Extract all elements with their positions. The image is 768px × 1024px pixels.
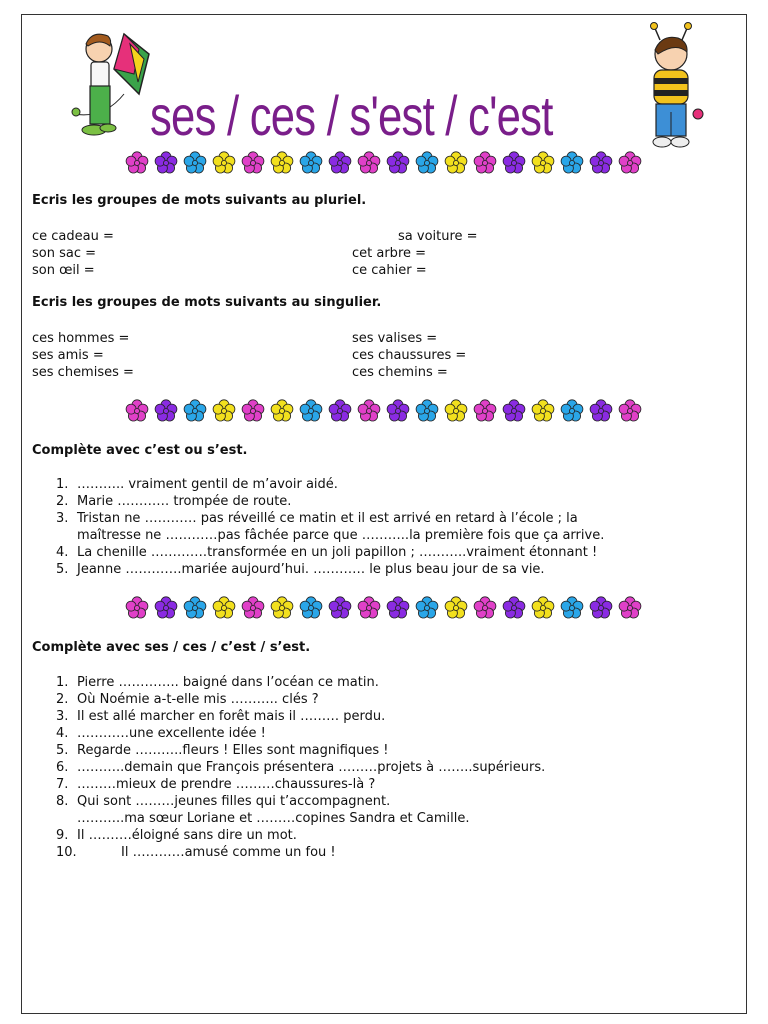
- flower-icon: [358, 400, 380, 421]
- exercise-sentence: ………..demain que François présentera ………projets à ……..supérieurs.: [77, 760, 546, 775]
- flower-icon: [300, 152, 322, 173]
- flower-icon: [242, 400, 264, 421]
- exercise-line: ses chemises =: [32, 365, 134, 380]
- exercise-line: ces chemins =: [352, 365, 448, 380]
- exercise-sentence: ………mieux de prendre ………chaussures-là ?: [77, 777, 376, 792]
- flower-icon: [329, 597, 351, 618]
- flower-icon: [474, 152, 496, 173]
- exercise-sentence: ………..ma sœur Loriane et ………copines Sandra et Camille.: [77, 811, 470, 826]
- section-heading-cest-sest: Complète avec c’est ou s’est.: [32, 443, 248, 458]
- item-number: 2.: [56, 494, 69, 509]
- flower-icon: [532, 400, 554, 421]
- flower-icon: [503, 597, 525, 618]
- flower-icon: [561, 597, 583, 618]
- exercise-sentence: maîtresse ne …………pas fâchée parce que ………..la première fois que ça arrive.: [77, 528, 605, 543]
- flower-icon: [445, 152, 467, 173]
- flower-icon: [619, 597, 641, 618]
- item-number: 5.: [56, 562, 69, 577]
- exercise-sentence: Tristan ne ………… pas réveillé ce matin et il est arrivé en retard à l’école ; la: [77, 511, 578, 526]
- boy-bee-costume-illustration: [632, 22, 712, 150]
- item-number: 9.: [56, 828, 69, 843]
- exercise-sentence: …………une excellente idée !: [77, 726, 266, 741]
- item-number: 8.: [56, 794, 69, 809]
- item-number: 7.: [56, 777, 69, 792]
- exercise-line: ce cadeau =: [32, 229, 114, 244]
- flower-icon: [242, 152, 264, 173]
- exercise-line: cet arbre =: [352, 246, 427, 261]
- flower-icon: [213, 400, 235, 421]
- flower-icon: [155, 152, 177, 173]
- item-number: 2.: [56, 692, 69, 707]
- exercise-sentence: Où Noémie a-t-elle mis ……….. clés ?: [77, 692, 319, 707]
- item-number: 3.: [56, 709, 69, 724]
- flower-icon: [126, 597, 148, 618]
- exercise-line: son sac =: [32, 246, 97, 261]
- boy-with-kite-illustration: [64, 24, 164, 144]
- flower-icon: [590, 597, 612, 618]
- flower-icon: [126, 400, 148, 421]
- exercise-sentence: Jeanne ………….mariée aujourd’hui. ………… le plus beau jour de sa vie.: [77, 562, 545, 577]
- flower-icon: [271, 597, 293, 618]
- exercise-line: sa voiture =: [398, 229, 478, 244]
- section-heading-singular: Ecris les groupes de mots suivants au singulier.: [32, 295, 382, 310]
- exercise-sentence: Marie ………… trompée de route.: [77, 494, 292, 509]
- flower-icon: [242, 597, 264, 618]
- flower-icon: [387, 152, 409, 173]
- flower-icon: [329, 400, 351, 421]
- exercise-line: ses amis =: [32, 348, 104, 363]
- flower-icon: [590, 400, 612, 421]
- flower-icon: [416, 597, 438, 618]
- flower-border-lower: [124, 595, 646, 621]
- flower-icon: [445, 597, 467, 618]
- item-number: 4.: [56, 726, 69, 741]
- flower-icon: [213, 597, 235, 618]
- flower-border-top: [124, 150, 646, 176]
- exercise-line: ce cahier =: [352, 263, 427, 278]
- exercise-line: ces hommes =: [32, 331, 130, 346]
- flower-icon: [416, 400, 438, 421]
- flower-icon: [532, 152, 554, 173]
- flower-icon: [300, 597, 322, 618]
- section-heading-ses-ces-cest-sest: Complète avec ses / ces / c’est / s’est.: [32, 640, 311, 655]
- flower-icon: [184, 152, 206, 173]
- item-number: 5.: [56, 743, 69, 758]
- flower-icon: [184, 597, 206, 618]
- flower-icon: [474, 597, 496, 618]
- section-heading-plural: Ecris les groupes de mots suivants au pluriel.: [32, 193, 367, 208]
- flower-icon: [271, 152, 293, 173]
- flower-icon: [126, 152, 148, 173]
- exercise-sentence: La chenille ………….transformée en un joli papillon ; ………..vraiment étonnant !: [77, 545, 598, 560]
- exercise-sentence: Il …………amusé comme un fou !: [121, 845, 336, 860]
- flower-icon: [503, 152, 525, 173]
- flower-icon: [329, 152, 351, 173]
- item-number: 10.: [56, 845, 77, 860]
- flower-icon: [561, 400, 583, 421]
- item-number: 3.: [56, 511, 69, 526]
- exercise-sentence: Qui sont ………jeunes filles qui t’accompagnent.: [77, 794, 391, 809]
- exercise-sentence: Il est allé marcher en forêt mais il ……… perdu.: [77, 709, 386, 724]
- exercise-line: ces chaussures =: [352, 348, 467, 363]
- flower-icon: [532, 597, 554, 618]
- flower-icon: [503, 400, 525, 421]
- flower-icon: [445, 400, 467, 421]
- exercise-line: ses valises =: [352, 331, 438, 346]
- item-number: 4.: [56, 545, 69, 560]
- flower-icon: [590, 152, 612, 173]
- flower-icon: [358, 597, 380, 618]
- flower-icon: [184, 400, 206, 421]
- flower-icon: [358, 152, 380, 173]
- flower-icon: [416, 152, 438, 173]
- exercise-sentence: ……….. vraiment gentil de m’avoir aidé.: [77, 477, 338, 492]
- flower-icon: [271, 400, 293, 421]
- item-number: 1.: [56, 675, 69, 690]
- flower-icon: [387, 400, 409, 421]
- flower-icon: [561, 152, 583, 173]
- item-number: 6.: [56, 760, 69, 775]
- flower-icon: [155, 400, 177, 421]
- exercise-sentence: Regarde ………..fleurs ! Elles sont magnifiques !: [77, 743, 389, 758]
- flower-icon: [387, 597, 409, 618]
- exercise-sentence: Il ……….éloigné sans dire un mot.: [77, 828, 297, 843]
- flower-border-middle: [124, 398, 646, 424]
- flower-icon: [474, 400, 496, 421]
- exercise-line: son œil =: [32, 263, 95, 278]
- flower-icon: [619, 400, 641, 421]
- item-number: 1.: [56, 477, 69, 492]
- flower-icon: [619, 152, 641, 173]
- flower-icon: [155, 597, 177, 618]
- exercise-sentence: Pierre ………….. baigné dans l’océan ce matin.: [77, 675, 379, 690]
- flower-icon: [300, 400, 322, 421]
- page-title: ses / ces / s'est / c'est: [150, 84, 553, 147]
- flower-icon: [213, 152, 235, 173]
